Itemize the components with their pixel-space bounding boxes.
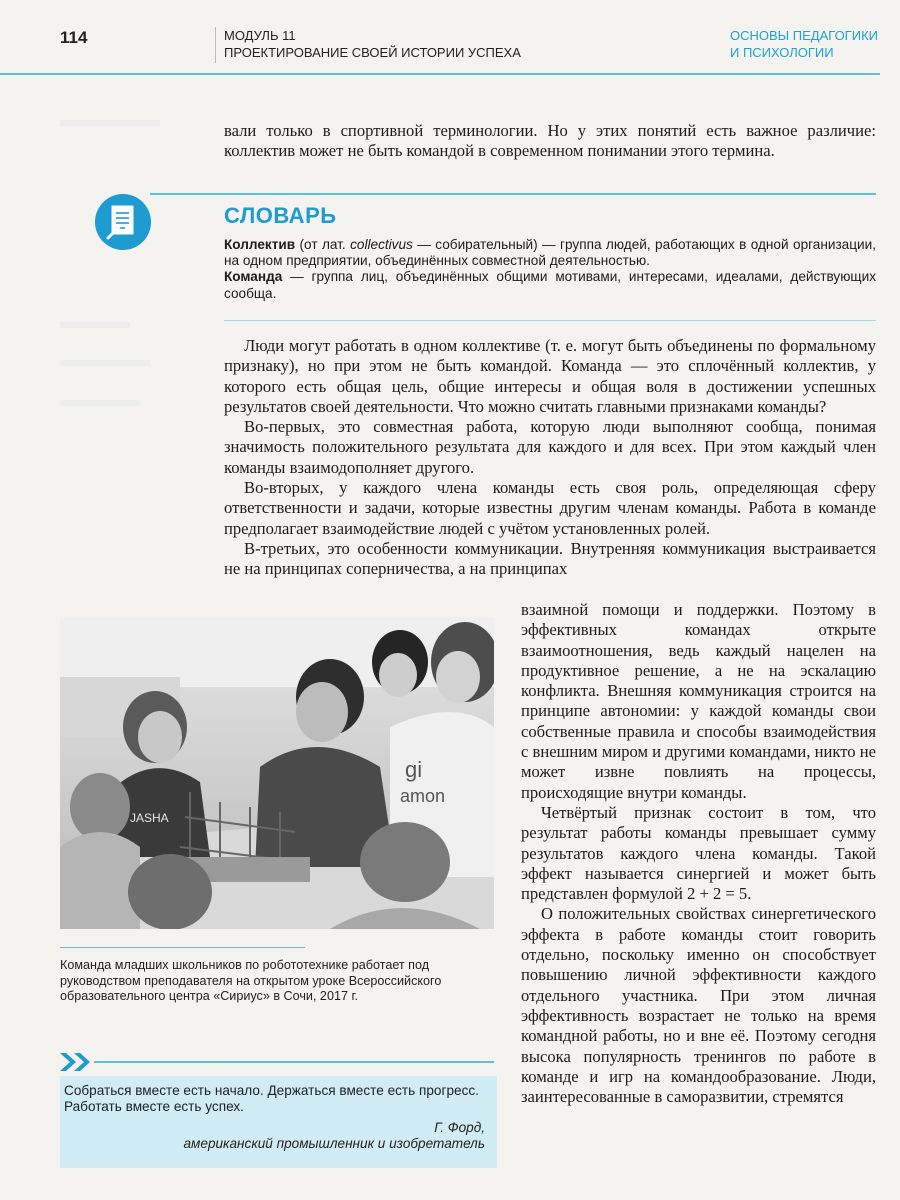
page-number: 114 [60,28,88,47]
paragraph: Во-первых, это совместная работа, которую люди выполняют сообща, понимая значимость положительного результата для каждого и для всех. При этом каждый член команды взаимодополняет другого. [224,417,876,477]
paragraph: Люди могут работать в одном коллективе (т. е. могут быть объединены по формальному признаку), но при этом не быть командой. Команда — это сплочённый коллектив, у которого есть общая цель, общие интересы и общая воля в достижении успешных результатов своей деятельности. Что можно считать главными признаками команды? [224,336,876,416]
dictionary-term: Коллектив [224,237,296,252]
paragraph-text: вали только в спортивной терминологии. Но у этих понятий есть важное различие: коллектив может не быть командой в современном понимании этого термина. [224,121,876,161]
dictionary-bottom-rule [224,320,876,321]
dictionary-rule [150,193,876,195]
right-column-text [521,600,876,1107]
header-rule [0,73,880,75]
double-chevron-right-icon [60,1053,94,1076]
bleed-through-mark [60,120,160,126]
header-divider [215,27,216,63]
quote-text: Собраться вместе есть начало. Держаться вместе есть прогресс. Работать вместе есть успех. [64,1083,479,1114]
svg-text:amon: amon [400,786,446,806]
dictionary-title: СЛОВАРЬ [224,203,337,228]
dictionary-definition-prefix: (от лат. [295,237,351,252]
bleed-through-mark [60,400,140,406]
quote-author-description: американский промышленник и изобретатель [183,1136,485,1151]
subject-header [730,27,878,61]
photo-caption: Команда младших школьников по робототехнике работает под руководством преподавателя на открытом уроке Всероссийского образовательного центра «Сириус» в Сочи, 2017 г. [60,958,442,1004]
document-pencil-icon [95,194,151,250]
paragraph: Четвёртый признак состоит в том, что результат работы команды превышает сумму результатов каждого члена команды. Такой эффект называется синергией и может быть представлен формулой 2 + 2 = 5. [521,802,876,904]
main-text [224,336,876,580]
paragraph: В-третьих, это особенности коммуникации. Внутренняя коммуникация выстраивается не на принципах соперничества, а на принципах [224,538,876,579]
quote-author-name: Г. Форд, [434,1120,485,1135]
paragraph: О положительных свойствах синергетического эффекта в работе команды стоит говорить отдельно, поскольку именно он способствует повышению личной эффективности каждого отдельного участника. При этом личная эффективность возрастает не только на время командной работы, но и вне её. Поэтому сегодня высока популярность тренингов по работе в команде и игр на командообразование. Люди, заинтересованные в саморазвитии, стремятся [521,904,876,1107]
continuation-paragraph [224,121,876,162]
quote-rule [94,1061,494,1063]
dictionary-term: Команда [224,269,283,285]
subject-line-2: И ПСИХОЛОГИИ [729,45,834,60]
module-title: ПРОЕКТИРОВАНИЕ СВОЕЙ ИСТОРИИ УСПЕХА [224,45,521,60]
module-header [224,27,521,61]
module-label: МОДУЛЬ 11 [224,28,296,43]
paragraph: Во-вторых, у каждого члена команды есть своя роль, определяющая сферу ответственности и задачи, которые известны другим членам команды. Работа в команде предполагает взаимодействие людей с учётом установленных ролей. [224,478,876,538]
dictionary-entry [224,237,876,269]
dictionary-definition: — собирательный) — группа людей, работающих в одной организации, на одном предприятии, объединённых совместной деятельностью. [224,237,876,269]
shirt-text: JASHA [130,811,169,825]
quote-author [100,1120,485,1152]
paragraph: взаимной помощи и поддержки. Поэтому в эффективных командах открыте взаимоотношения, ведь каждый нацелен на продуктивное решение, а не на эскалацию конфликта. Внешняя коммуникация строится на принципе автономии: у каждой команды свои собственные правила и способы взаимодействия с внешним миром и другими командами, никто не может извне повлиять на процессы, происходящие внутри команды. [521,600,876,802]
caption-rule [60,947,305,948]
dictionary-body [224,237,876,302]
bleed-through-mark [60,322,130,328]
svg-text:gi: gi [405,757,423,782]
subject-line-1: ОСНОВЫ ПЕДАГОГИКИ [729,28,878,43]
dictionary-definition: — группа лиц, объединённых общими мотивами, интересами, идеалами, действующих сообща. [224,269,876,301]
dictionary-entry [224,269,876,301]
bleed-through-mark [60,360,150,366]
robotics-photo [60,617,494,929]
dictionary-latin: collectivus [350,237,413,252]
